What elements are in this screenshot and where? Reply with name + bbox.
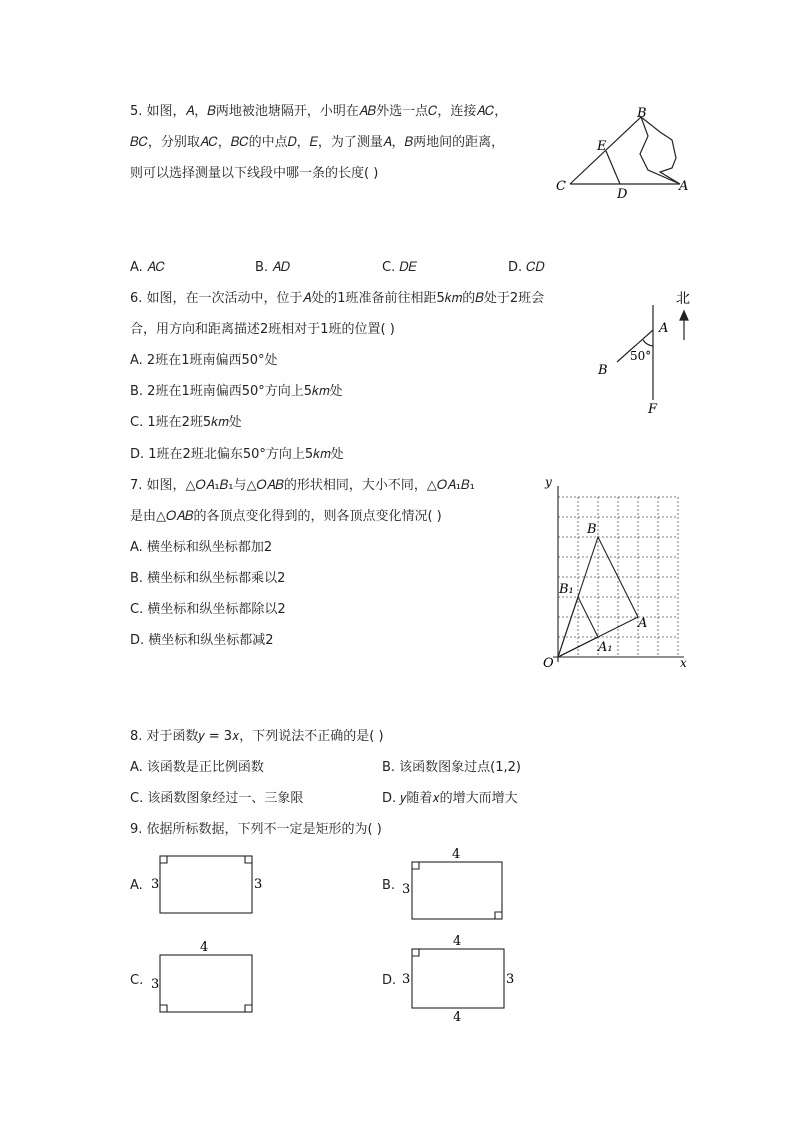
q9-rect-b [412,862,502,919]
q9-stem: 9. 依据所标数据，下列不一定是矩形的为( ) [130,822,382,837]
q6-angle-label: 50° [630,349,652,363]
q5-label-A: A [679,179,689,194]
q9-option-a: A. [130,878,143,893]
q9-d-right-label: 3 [506,972,515,987]
q6-option-d: D. 1班在2班北偏东50°方向上5𝑘𝑚处 [130,447,344,462]
q6-label-F: F [648,402,658,417]
q8-option-d: D. 𝑦随着𝑥的增大而增大 [382,791,518,806]
q9-b-left-label: 3 [402,882,411,897]
q7-option-a: A. 横坐标和纵坐标都加2 [130,540,273,555]
q6-label-B: B [598,363,608,378]
q7-option-d: D. 横坐标和纵坐标都减2 [130,633,274,648]
q7-axis-x-label: x [680,656,687,670]
q5-option-c: C. 𝐷𝐸 [382,260,417,275]
q9-option-c: C. [130,973,144,988]
q6-stem-line2: 合，用方向和距离描述2班相对于1班的位置( ) [130,322,395,337]
q5-stem-line1: 5. 如图，𝐴，𝐵两地被池塘隔开，小明在𝐴𝐵外选一点𝐶，连接𝐴𝐶， [130,104,508,119]
q9-d-left-label: 3 [402,972,411,987]
q5-label-E: E [597,139,607,154]
q9-rect-d [412,949,504,1008]
q5-label-C: C [556,179,566,194]
q8-option-c: C. 该函数图象经过一、三象限 [130,791,304,806]
q9-a-left-label: 3 [151,877,160,892]
q7-label-A1: A₁ [598,640,613,655]
q5-option-a: A. 𝐴𝐶 [130,260,165,275]
q9-rect-c [160,955,252,1012]
q6-label-A: A [659,321,669,336]
q8-stem: 8. 对于函数𝑦 = 3𝑥，下列说法不正确的是( ) [130,729,384,744]
q6-stem-line1: 6. 如图，在一次活动中，位于𝐴处的1班准备前往相距5𝑘𝑚的𝐵处于2班会 [130,291,545,306]
q7-label-B: B [587,522,597,537]
q6-north-label: 北 [676,291,690,307]
q5-option-d: D. 𝐶𝐷 [508,260,545,275]
q7-option-b: B. 横坐标和纵坐标都乘以2 [130,571,286,586]
q7-axis-y-label: y [545,475,552,489]
q8-option-b: B. 该函数图象过点(1,2) [382,760,522,775]
q7-option-c: C. 横坐标和纵坐标都除以2 [130,602,286,617]
q6-option-a: A. 2班在1班南偏西50°处 [130,353,278,368]
q9-d-top-label: 4 [453,934,462,949]
q7-label-B1: B₁ [559,582,574,597]
q5-option-b: B. 𝐴𝐷 [255,260,290,275]
q9-c-top-label: 4 [200,940,209,955]
q7-stem-line1: 7. 如图，△𝑂𝐴₁𝐵₁与△𝑂𝐴𝐵的形状相同，大小不同，△𝑂𝐴₁𝐵₁ [130,478,475,493]
q9-b-top-label: 4 [452,847,461,862]
q7-stem-line2: 是由△𝑂𝐴𝐵的各顶点变化得到的，则各顶点变化情况( ) [130,509,442,524]
q7-label-A: A [638,616,648,631]
q5-stem-line3: 则可以选择测量以下线段中哪一条的长度( ) [130,166,379,181]
q8-option-a: A. 该函数是正比例函数 [130,760,264,775]
q6-option-c: C. 1班在2班5𝑘𝑚处 [130,415,242,430]
q5-stem-line2: 𝐵𝐶，分别取𝐴𝐶，𝐵𝐶的中点𝐷，𝐸，为了测量𝐴，𝐵两地间的距离， [130,135,505,150]
q6-option-b: B. 2班在1班南偏西50°方向上5𝑘𝑚处 [130,384,343,399]
q5-label-B: B [637,106,647,121]
q9-option-b: B. [382,878,396,893]
q9-a-right-label: 3 [254,877,263,892]
q9-c-left-label: 3 [151,977,160,992]
q7-label-O: O [543,656,554,671]
q5-label-D: D [617,187,628,202]
q9-d-bottom-label: 4 [453,1010,462,1025]
q9-rect-a [160,856,252,913]
q9-option-d: D. [382,973,397,988]
